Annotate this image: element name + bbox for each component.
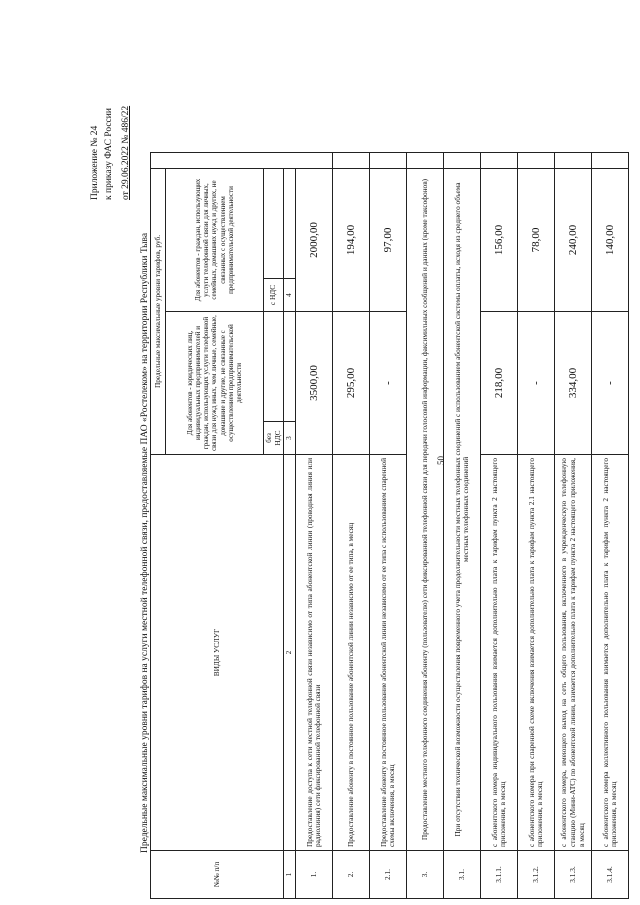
row-legal-price: - bbox=[592, 312, 629, 455]
colnum-2: 2 bbox=[284, 455, 296, 851]
tariff-table bbox=[150, 152, 629, 899]
row-service: с абонентского номера, имеющего выход на сеть общего пользования, включенного в учрежденческую телефонную станцию (Мини-АТС) по абонентской линии, взимается дополнительно плата к тарифам пункта 2 настоящего приложения, в месяц bbox=[555, 455, 592, 851]
right-margin-cell bbox=[151, 153, 333, 169]
row-legal-price: - bbox=[370, 312, 407, 455]
row-margin bbox=[592, 153, 629, 169]
table-row bbox=[555, 153, 592, 899]
row-service: Предоставление доступа к сети местной телефонной связи независимо от типа абонентской линии (проводная линия или радиолиния) сети фиксированной телефонной связи bbox=[296, 455, 333, 851]
appendix-order: к приказу ФАС России bbox=[104, 108, 114, 200]
colnum-1: 1 bbox=[284, 851, 296, 899]
row-number: 3. bbox=[407, 851, 444, 899]
row-citizens-price: 2000,00 bbox=[296, 169, 333, 312]
header-legal-vat-blank bbox=[264, 312, 284, 422]
header-no-vat-legal: без НДС bbox=[264, 422, 284, 455]
page-number: 50 bbox=[436, 456, 446, 465]
row-section-text: Предоставление местного телефонного соединения абоненту (пользователю) сети фиксированной телефонной связи для передачи голосовой информации, факсимильных сообщений и данных (кроме таксофонов) bbox=[407, 169, 444, 851]
row-margin bbox=[407, 153, 444, 169]
row-number: 3.1.4. bbox=[592, 851, 629, 899]
header-citizens: Для абонентов - граждан, использующих услуги телефонной связи для личных, семейных, домашних нужд и других, не связанных с осуществлением предпринимательской деятельности bbox=[166, 169, 264, 312]
row-citizens-price: 156,00 bbox=[481, 169, 518, 312]
row-legal-price: 334,00 bbox=[555, 312, 592, 455]
row-margin bbox=[370, 153, 407, 169]
table-row bbox=[518, 153, 555, 899]
row-margin bbox=[333, 153, 370, 169]
table-row bbox=[444, 153, 481, 899]
row-service: с абонентского номера при спаренной схеме включения взимается дополнительно плата к тарифам пункта 2.1 настоящего приложения, в месяц bbox=[518, 455, 555, 851]
row-citizens-price: 240,00 bbox=[555, 169, 592, 312]
colnum-3-blank bbox=[284, 312, 296, 422]
appendix-date: от 29.06.2022 № 486/22 bbox=[121, 105, 131, 200]
row-service: Предоставление абоненту в постоянное пользование абонентской линии независимо от ее типа с использованием спаренной схемы включения, в месяц bbox=[370, 455, 407, 851]
header-citizens-vat-blank bbox=[264, 169, 284, 279]
table-row bbox=[370, 153, 407, 899]
row-citizens-price: 194,00 bbox=[333, 169, 370, 312]
row-service: Предоставление абоненту в постоянное пользование абонентской линии независимо от ее типа, в месяц bbox=[333, 455, 370, 851]
row-citizens-price: 78,00 bbox=[518, 169, 555, 312]
table-row bbox=[296, 153, 333, 899]
row-margin bbox=[518, 153, 555, 169]
row-legal-price: 218,00 bbox=[481, 312, 518, 455]
row-margin bbox=[481, 153, 518, 169]
header-with-vat-citizens: с НДС bbox=[264, 279, 284, 312]
row-margin bbox=[444, 153, 481, 169]
row-service: с абонентского номера коллективного пользования взимается дополнительно плата к тарифам пункта 2 настоящего приложения, в месяц bbox=[592, 455, 629, 851]
table-row bbox=[333, 153, 370, 899]
appendix-number: Приложение № 24 bbox=[90, 125, 100, 200]
colnum-4: 4 bbox=[284, 279, 296, 312]
header-services: ВИДЫ УСЛУГ bbox=[151, 455, 284, 851]
row-number: 2.1. bbox=[370, 851, 407, 899]
row-number: 2. bbox=[333, 851, 370, 899]
header-levels: Предельные максимальные уровни тарифов, руб. bbox=[151, 169, 166, 455]
row-citizens-price: 97,00 bbox=[370, 169, 407, 312]
table-row bbox=[407, 153, 444, 899]
header-legal: Для абонентов - юридических лиц, индивидуальных предпринимателей и граждан, использующих услуги телефонной связи для нужд иных, чем личные, семейные, домашние и другие, не связанные с осуществлением предпринимательской деятельности bbox=[166, 312, 264, 455]
colnum-3: 3 bbox=[284, 422, 296, 455]
table-row bbox=[481, 153, 518, 899]
header-number: №№ п/п bbox=[151, 851, 284, 899]
row-legal-price: - bbox=[518, 312, 555, 455]
row-number: 1. bbox=[296, 851, 333, 899]
row-service: с абонентского номера индивидуального пользования взимается дополнительно плата к тарифам пункта 2 настоящего приложения, в месяц bbox=[481, 455, 518, 851]
row-legal-price: 3500,00 bbox=[296, 312, 333, 455]
row-number: 3.1.2. bbox=[518, 851, 555, 899]
row-number: 3.1.1. bbox=[481, 851, 518, 899]
document-title: Предельные максимальные уровни тарифов на услуги местной телефонной связи, предоставляемые ПАО «Ростелеком» на территории Республики Тыва bbox=[140, 232, 150, 853]
row-section-text: При отсутствии технической возможности осуществления повременного учета продолжительности местных телефонных соединений с использованием абонентской системы оплаты, исходя из среднего объема местных телефонных соединений bbox=[444, 169, 481, 851]
table-row bbox=[592, 153, 629, 899]
row-margin bbox=[555, 153, 592, 169]
row-number: 3.1. bbox=[444, 851, 481, 899]
row-legal-price: 295,00 bbox=[333, 312, 370, 455]
row-citizens-price: 140,00 bbox=[592, 169, 629, 312]
colnum-4-blank bbox=[284, 169, 296, 279]
row-number: 3.1.3. bbox=[555, 851, 592, 899]
